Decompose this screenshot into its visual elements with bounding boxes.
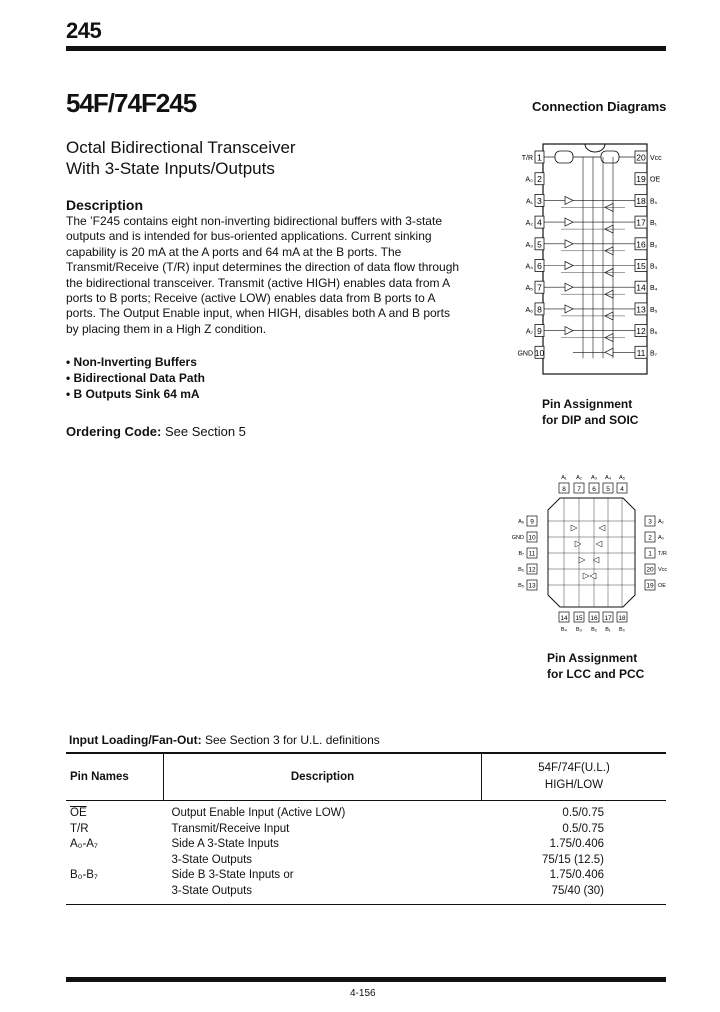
dip-pin-label: OE (650, 176, 661, 184)
lcc-pin-number: 2 (648, 534, 652, 542)
dip-pin-number: 7 (537, 282, 542, 293)
dip-pin-number: 20 (636, 152, 646, 163)
pin-loading: 0.5/0.75 (562, 822, 604, 835)
input-loading-text: See Section 3 for U.L. definitions (201, 733, 380, 747)
lcc-pin-label: A₁ (561, 475, 567, 481)
dip-pin-label: A₄ (525, 263, 533, 271)
description-line: ports to B ports; Receive (active LOW) enables data from B ports to A (66, 291, 436, 306)
pin-loading: 0.5/0.75 (562, 807, 604, 819)
lcc-pin-number: 9 (530, 518, 534, 526)
dip-right-pins (635, 151, 662, 358)
lcc-pin-number: 6 (592, 486, 596, 493)
dip-pin-number: 2 (537, 174, 542, 185)
dip-pin-number: 9 (537, 326, 542, 337)
pin-loading: 1.75/0.406 (549, 869, 604, 881)
dip-internal-buffers (544, 151, 635, 358)
lcc-pin-label: Vcc (658, 567, 668, 573)
table-header-row (66, 753, 666, 801)
buffer-b-to-a (605, 348, 613, 356)
dip-pin-label: T/R (521, 155, 533, 162)
dip-pin-label: A₃ (525, 241, 533, 249)
dip-left-pins (517, 151, 544, 358)
lcc-pin-label: B₅ (518, 583, 524, 589)
buffer-a-to-b (565, 327, 573, 335)
lcc-pin-label: B₃ (576, 627, 582, 633)
buffer (599, 525, 605, 531)
dip-pin-label: A₇ (525, 328, 533, 336)
lcc-pin-label: GND (511, 535, 524, 541)
lcc-left-pins (512, 516, 537, 590)
dip-pin-label: B₀ (650, 198, 658, 206)
lcc-pin-number: 1 (648, 550, 652, 558)
lcc-pin-number: 17 (604, 615, 612, 622)
dip-pin-number: 4 (537, 217, 542, 228)
lcc-pin-number: 15 (575, 615, 583, 622)
pin-name (66, 853, 164, 869)
header-rule (66, 46, 666, 51)
table-row (66, 801, 666, 822)
lcc-internal-grid (548, 498, 635, 607)
lcc-pin-label: B₀ (619, 627, 625, 633)
pin-name: T/R (70, 822, 89, 835)
pin-name: B₀-B₇ (70, 869, 98, 881)
lcc-pin-number: 13 (528, 582, 536, 590)
buffer (571, 525, 577, 531)
footer-rule (66, 977, 666, 982)
pin-description: 3-State Outputs (171, 853, 253, 866)
lcc-pin-number: 19 (646, 582, 654, 590)
buffer-a-to-b (565, 262, 573, 270)
dip-pin-number: 5 (537, 239, 542, 250)
lcc-pin-number: 7 (577, 486, 581, 493)
description-body (66, 214, 478, 337)
lcc-pin-number: 5 (606, 486, 610, 493)
dip-pin-number: 11 (636, 347, 646, 358)
lcc-pin-number: 18 (618, 615, 626, 622)
ordering-code (66, 424, 246, 439)
table-row (66, 884, 666, 900)
pin-loading: 75/40 (30) (551, 884, 604, 897)
pin-description: Output Enable Input (Active LOW) (171, 807, 346, 819)
lcc-pin-number: 4 (620, 486, 624, 493)
lcc-pin-label: A₀ (658, 535, 664, 541)
lcc-pin-number: 8 (562, 486, 566, 493)
dip-pin-label: B₇ (650, 350, 658, 358)
dip-pin-label: B₃ (650, 263, 658, 271)
lcc-pin-label: T/R (658, 551, 667, 557)
caption-line: Pin Assignment (547, 651, 638, 665)
description-heading: Description (66, 197, 144, 213)
lcc-pin-number: 10 (528, 534, 536, 542)
pin-description: Transmit/Receive Input (171, 822, 290, 835)
lcc-diagram (505, 470, 670, 640)
table-row (66, 868, 666, 884)
pin-loading: 75/15 (12.5) (541, 853, 604, 866)
lcc-pin-label: A₅ (619, 475, 625, 481)
description-line: The ’F245 contains eight non-inverting bidirectional buffers with 3-state (66, 214, 442, 228)
lcc-pin-number: 14 (560, 615, 568, 622)
description-line: capability is 20 mA at the A ports and 64 mA at the B ports. The (66, 244, 402, 259)
feature-item: • B Outputs Sink 64 mA (66, 387, 200, 401)
dip-pin-number: 1 (537, 152, 542, 163)
dip-pin-label: B₄ (650, 285, 658, 293)
dip-pin-label: B₁ (650, 220, 658, 228)
part-number: 54F/74F245 (66, 88, 197, 118)
dip-pin-label: A₁ (525, 198, 533, 206)
buffer (583, 573, 589, 579)
dip-pin-number: 14 (636, 282, 646, 293)
lcc-pin-label: OE (658, 583, 666, 589)
lcc-top-pins (559, 475, 627, 493)
input-loading-title: Input Loading/Fan-Out: (69, 733, 202, 747)
dip-pin-number: 6 (537, 261, 542, 271)
dip-pin-number: 15 (636, 261, 646, 271)
subtitle-line: Octal Bidirectional Transceiver (66, 138, 296, 157)
description-line: outputs and is intended for bus-oriented applications. Current sinking (66, 229, 432, 244)
dip-pin-number: 19 (636, 174, 646, 185)
table-row (66, 822, 666, 838)
pin-name (66, 884, 164, 900)
buffer-a-to-b (565, 218, 573, 226)
dip-pin-label: GND (517, 350, 533, 358)
lcc-pin-number: 20 (646, 566, 654, 574)
header-pin-names: Pin Names (66, 753, 164, 801)
dip-pin-number: 16 (636, 239, 646, 250)
header-loading-line: HIGH/LOW (544, 779, 604, 791)
lcc-pin-label: B₄ (561, 627, 567, 633)
buffer (579, 557, 585, 563)
pin-name: $\overline{OE}$ (70, 807, 87, 819)
caption-line: for DIP and SOIC (542, 413, 639, 427)
description-line: ports. The Output Enable input, when HIGH, disables both A and B ports (66, 306, 451, 321)
caption-line: for LCC and PCC (547, 667, 645, 681)
buffer-a-to-b (565, 305, 573, 313)
pin-description: 3-State Outputs (171, 884, 253, 897)
pin-name: A₀-A₇ (70, 838, 98, 850)
dip-pin-number: 3 (537, 195, 542, 206)
ordering-text: See Section 5 (161, 424, 246, 439)
header-loading-line: 54F/74F(U.L.) (538, 762, 610, 774)
buffer (575, 541, 581, 547)
control-gate (555, 151, 573, 163)
dip-pin-label: Vcc (650, 155, 662, 162)
control-gate (601, 151, 619, 163)
table-bottom-rule (66, 904, 666, 905)
lcc-pin-label: B₇ (518, 551, 524, 557)
feature-item: • Bidirectional Data Path (66, 371, 205, 385)
header-description: Description (164, 753, 482, 801)
feature-list (66, 354, 205, 402)
lcc-pin-number: 12 (528, 566, 536, 574)
dip-pin-number: 17 (636, 217, 646, 228)
feature-item: • Non-Inverting Buffers (66, 355, 197, 369)
dip-pin-number: 10 (534, 347, 545, 358)
lcc-pin-label: B₁ (605, 627, 611, 633)
buffer-a-to-b (565, 196, 573, 204)
lcc-pin-label: B₆ (518, 567, 524, 573)
buffer-a-to-b (565, 283, 573, 291)
caption-line: Pin Assignment (542, 397, 633, 411)
page-number: 245 (66, 18, 102, 43)
dip-pin-label: A₀ (525, 176, 533, 184)
dip-pin-label: A₅ (525, 285, 533, 293)
description-line: Transmit/Receive (T/R) input determines the direction of data flow through (66, 260, 460, 275)
table-row (66, 837, 666, 853)
footer-page: 4-156 (350, 988, 376, 999)
lcc-pin-number: 3 (648, 518, 652, 526)
dip-pin-number: 8 (537, 304, 542, 315)
dip-pin-label: B₆ (650, 328, 658, 336)
subtitle-line: With 3-State Inputs/Outputs (66, 159, 275, 178)
lcc-caption (547, 650, 644, 682)
input-loading-label (69, 733, 380, 747)
lcc-pin-label: A₆ (518, 519, 524, 525)
description-line: the bidirectional transceiver. Transmit (active HIGH) enables data from A (66, 275, 451, 290)
buffer (596, 541, 602, 547)
lcc-pin-number: 16 (590, 615, 598, 622)
lcc-pin-label: A₂ (658, 519, 664, 525)
lcc-bottom-pins (559, 612, 627, 633)
dip-caption (542, 396, 638, 428)
input-loading-table (66, 752, 666, 899)
dip-diagram (505, 140, 675, 380)
connection-diagrams-title: Connection Diagrams (532, 99, 667, 114)
lcc-pin-label: A₄ (605, 475, 611, 481)
lcc-pin-label: A₃ (591, 475, 597, 481)
dip-pin-number: 12 (636, 326, 646, 337)
description-line: by placing them in a High Z condition. (66, 321, 267, 336)
dip-pin-number: 18 (636, 195, 646, 206)
lcc-pin-number: 11 (528, 550, 536, 558)
table-row (66, 853, 666, 869)
dip-pin-label: B₅ (650, 306, 658, 314)
lcc-pin-label: B₂ (591, 627, 597, 633)
subtitle (66, 137, 396, 179)
lcc-pin-label: A₂ (576, 475, 582, 481)
dip-notch (585, 144, 605, 152)
dip-pin-label: A₆ (525, 306, 533, 314)
header-loading (482, 753, 667, 801)
pin-description: Side B 3-State Inputs or (171, 869, 294, 881)
ordering-label: Ordering Code: (66, 424, 162, 439)
dip-pin-label: B₂ (650, 241, 658, 249)
buffer-a-to-b (565, 240, 573, 248)
dip-package-outline (543, 144, 647, 374)
pin-loading: 1.75/0.406 (549, 838, 604, 850)
buffer (590, 573, 596, 579)
dip-pin-label: A₂ (525, 220, 533, 228)
pin-description: Side A 3-State Inputs (171, 838, 279, 850)
lcc-right-pins (645, 516, 667, 590)
dip-pin-number: 13 (636, 304, 646, 315)
